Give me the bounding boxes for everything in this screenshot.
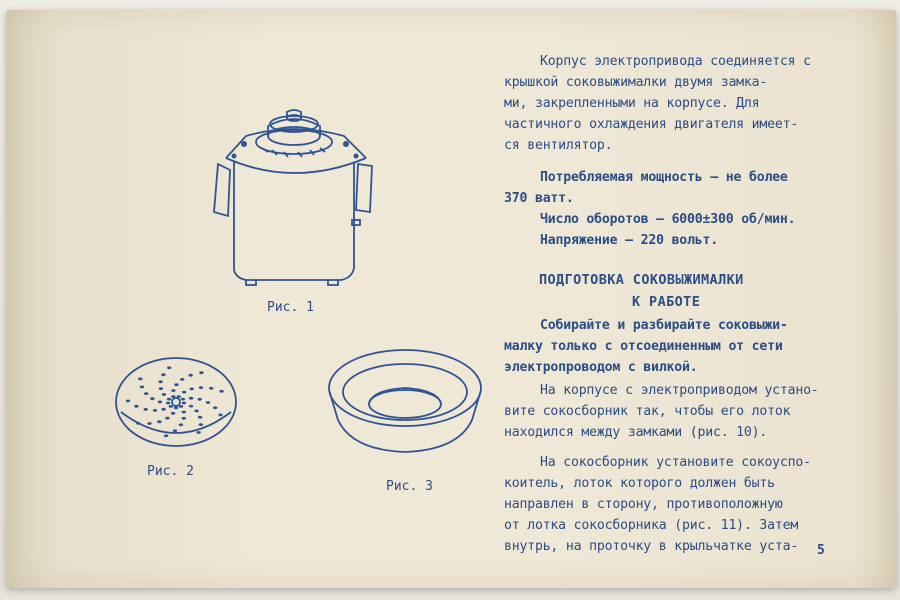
figure-3-caption: Рис. 3 [386,479,433,494]
grater-hole [219,390,223,393]
grater-hole [194,410,198,413]
grater-hole [199,386,203,389]
grater-hole [157,420,161,423]
text-line: На корпусе с электроприводом устано- [540,383,819,398]
grater-hole [161,373,165,376]
grater-hole [144,408,148,411]
grater-hole [199,371,203,374]
booklet-page [6,10,896,588]
text-line: ся вентилятор. [504,138,613,153]
grater-hole [169,405,173,408]
grater-hole [209,387,213,390]
grater-hole [147,422,151,425]
grater-hole [189,397,193,400]
text-line: находился между замками (рис. 10). [504,425,768,440]
figure-3-bowl [322,340,488,460]
grater-hole [161,408,165,411]
grater-hole [182,411,186,414]
grater-hole [164,434,168,437]
grater-hole [158,401,162,404]
text-line: внутрь, на проточку в крыльчатке уста- [504,539,799,554]
grater-hole [174,383,178,386]
text-line: коитель, лоток которого должен быть [504,476,775,491]
grater-hole [138,378,142,381]
text-line: от лотка сокосборника (рис. 11). Затем [504,518,799,533]
figure-1-caption: Рис. 1 [267,300,314,315]
grater-hole [181,398,185,401]
grater-hole [179,423,183,426]
grater-hole [171,412,175,415]
figure-1-juicer-housing [206,100,391,290]
grater-hole [198,398,202,401]
text-line: частичного охлаждения двигателя имеет- [504,117,799,132]
text-line: Корпус электропривода соединяется с [540,54,811,69]
text-line: электропроводом с вилкой. [504,360,698,375]
grater-hole [179,405,183,408]
grater-hole [173,429,177,432]
grater-hole [165,417,169,420]
grater-hole [182,417,186,420]
grater-hole [196,431,200,434]
text-line: На сокосборник установите сокоуспо- [540,455,811,470]
grater-hole [180,378,184,381]
page-number: 5 [817,543,825,558]
spec-line: 370 ватт. [504,191,574,206]
grater-hole [158,380,162,383]
grater-hole [144,392,148,395]
text-line: ми, закрепленными на корпусе. Для [504,96,760,111]
grater-hole [218,414,222,417]
spec-line: Напряжение — 220 вольт. [540,233,719,248]
figure-2-grater-disc [111,350,241,455]
grater-hole [167,366,171,369]
grater-hole [153,409,157,412]
heading-line: ПОДГОТОВКА СОКОВЫЖИМАЛКИ [539,272,744,288]
grater-hole [162,393,166,396]
spec-line: Потребляемая мощность — не более [540,170,788,185]
grater-hole [189,405,193,408]
grater-hole [134,405,138,408]
grater-hole [190,388,194,391]
grater-hole [159,387,163,390]
grater-hole [136,422,140,425]
grater-hole [182,391,186,394]
grater-hole [206,401,210,404]
spec-line: Число оборотов — 6000±300 об/мин. [540,212,796,227]
text-line: Собирайте и разбирайте соковыжи- [540,318,788,333]
grater-hole [150,397,154,400]
grater-hole [140,386,144,389]
text-line: крышкой соковыжималки двумя замка- [504,75,768,90]
grater-hole [182,402,186,405]
grater-hole [126,400,130,403]
text-line: направлен в сторону, противоположную [504,497,783,512]
text-line: вите сокосборник так, чтобы его лоток [504,404,791,419]
figure-2-caption: Рис. 2 [147,464,194,479]
grater-hole [166,402,170,405]
grater-hole [171,389,175,392]
text-line: малку только с отсоединенным от сети [504,339,783,354]
grater-hole [189,374,193,377]
grater-hole [167,398,171,401]
heading-line: К РАБОТЕ [632,294,701,310]
grater-hole [199,423,203,426]
grater-hole [198,416,202,419]
grater-hole [213,406,217,409]
text-column [504,54,839,554]
